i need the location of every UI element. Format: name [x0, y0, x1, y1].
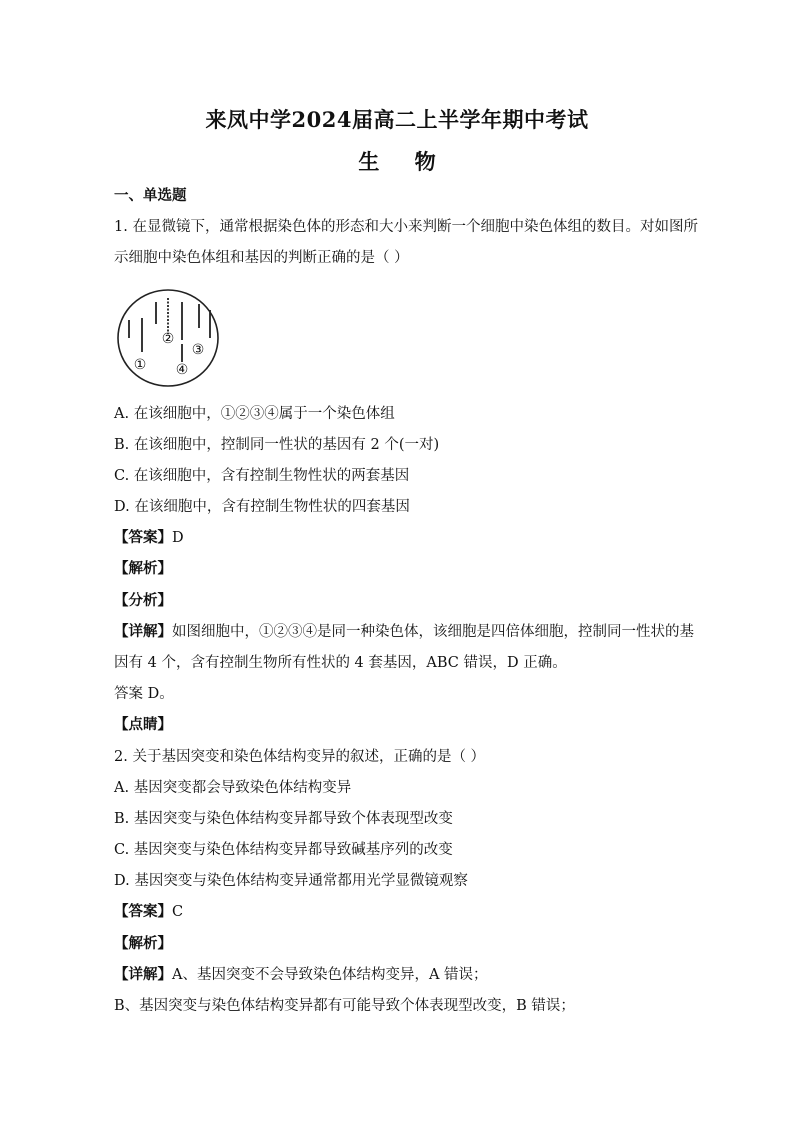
- detail-tag: 【详解】: [114, 966, 172, 983]
- answer-tag: 【答案】: [114, 903, 172, 920]
- q2-answer-line: [114, 902, 183, 922]
- q1-option-a: A. 在该细胞中，①②③④属于一个染色体组: [114, 406, 395, 422]
- q2-detail-line1: [114, 965, 488, 985]
- answer-value: D: [172, 530, 184, 546]
- q1-detail-line1: [114, 622, 694, 642]
- detail-text: A、基因突变不会导致染色体结构变异，A 错误；: [172, 967, 488, 983]
- answer-value: C: [172, 904, 184, 920]
- cell-figure: [114, 288, 226, 392]
- q1-option-d: D. 在该细胞中，含有控制生物性状的四套基因: [114, 499, 410, 515]
- q1-answer-line: [114, 528, 184, 548]
- q2-analysis-tag: 【解析】: [114, 935, 172, 952]
- q2-stem: 2. 关于基因突变和染色体结构变异的叙述，正确的是（ ）: [114, 749, 486, 765]
- q2-option-a: A. 基因突变都会导致染色体结构变异: [114, 780, 352, 796]
- q1-fenxi-tag: 【分析】: [114, 592, 172, 609]
- q2-option-d: D. 基因突变与染色体结构变异通常都用光学显微镜观察: [114, 873, 468, 889]
- chromosome-label-3: ③: [191, 342, 205, 358]
- q2-detail-line2: B、基因突变与染色体结构变异都有可能导致个体表现型改变，B 错误；: [114, 998, 575, 1014]
- q1-analysis-tag: 【解析】: [114, 560, 172, 577]
- chromosome-label-2: ②: [161, 331, 175, 347]
- exam-title: 来凤中学2024届高二上半学年期中考试: [205, 107, 589, 132]
- q1-stem-line2: 示细胞中染色体组和基因的判断正确的是（ ）: [114, 250, 409, 266]
- q1-detail-line2: 因有 4 个，含有控制生物所有性状的 4 套基因，ABC 错误，D 正确。: [114, 655, 567, 671]
- q1-option-b: B. 在该细胞中，控制同一性状的基因有 2 个(一对): [114, 437, 440, 453]
- chromosome-label-4: ④: [175, 362, 189, 378]
- detail-text: 如图细胞中，①②③④是同一种染色体，该细胞是四倍体细胞，控制同一性状的基: [172, 624, 694, 640]
- cell-diagram: [114, 288, 226, 392]
- q1-dianjing-tag: 【点睛】: [114, 716, 172, 733]
- answer-tag: 【答案】: [114, 529, 172, 546]
- chromosome-label-1: ①: [133, 357, 147, 373]
- q1-stem-line1: 1. 在显微镜下，通常根据染色体的形态和大小来判断一个细胞中染色体组的数目。对如图所: [114, 219, 698, 235]
- subject-title: 生 物: [358, 149, 450, 174]
- section-heading: 一、单选题: [114, 187, 187, 204]
- q1-option-c: C. 在该细胞中，含有控制生物性状的两套基因: [114, 468, 410, 484]
- q2-option-b: B. 基因突变与染色体结构变异都导致个体表现型改变: [114, 811, 453, 827]
- q1-conclusion: 答案 D。: [114, 686, 174, 702]
- detail-tag: 【详解】: [114, 623, 172, 640]
- q2-option-c: C. 基因突变与染色体结构变异都导致碱基序列的改变: [114, 842, 453, 858]
